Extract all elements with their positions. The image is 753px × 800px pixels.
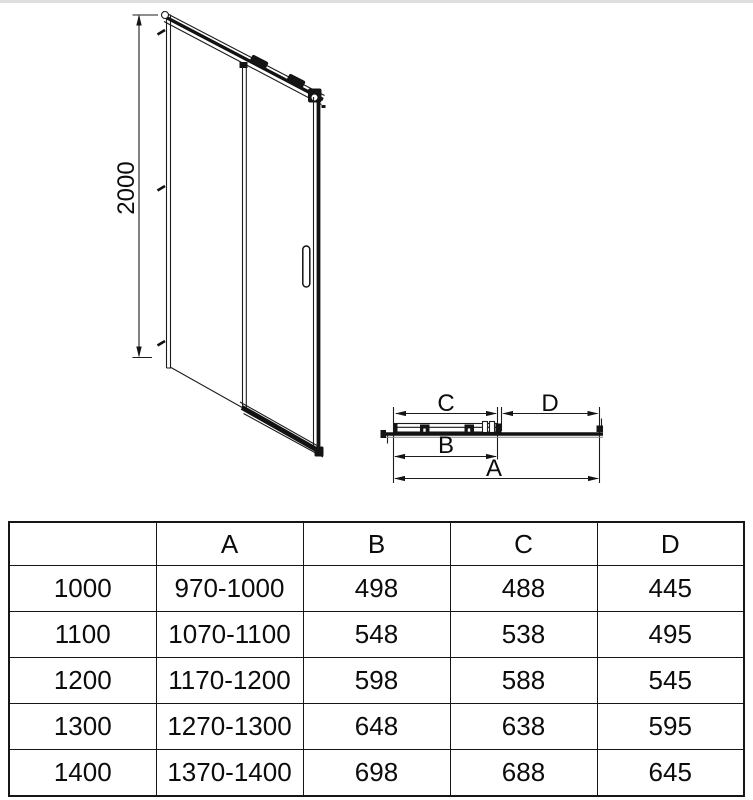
plan-roller-1-notch: [423, 429, 425, 432]
table-cell: 970-1000: [156, 566, 303, 612]
row-size-label: 1300: [9, 704, 156, 750]
dimension-b: [394, 432, 497, 459]
table-cell: 538: [450, 612, 597, 658]
dimension-a: [394, 455, 599, 482]
table-cell: 495: [597, 612, 744, 658]
panel-divider: [243, 64, 247, 408]
bottom-rail-outer-edge: [240, 402, 321, 448]
table-cell: 1070-1100: [156, 612, 303, 658]
plan-end-block: [496, 424, 502, 433]
dim-b-label: B: [437, 432, 455, 459]
bottom-rail-inner-edge: [244, 414, 324, 458]
plan-bracket-2: [490, 422, 495, 433]
rail-end-cap-left: [162, 12, 169, 19]
header-cell-c: C: [450, 522, 597, 566]
row-size-label: 1000: [9, 566, 156, 612]
dimension-d: [502, 390, 599, 417]
table-cell: 1370-1400: [156, 750, 303, 797]
arrow-right-icon: [588, 476, 599, 481]
header-cell-d: D: [597, 522, 744, 566]
fixed-glass-bottom-edge: [171, 368, 243, 409]
height-dimension-label: 2000: [113, 161, 140, 215]
divider-top-bracket: [240, 62, 248, 68]
table-cell: 698: [303, 750, 450, 797]
table-cell: 598: [303, 658, 450, 704]
table-cell: 1270-1300: [156, 704, 303, 750]
door-plan-assembly: [394, 422, 502, 433]
dim-a-label: A: [485, 455, 503, 482]
arrow-left-icon: [394, 476, 405, 481]
bottom-rail: [240, 402, 324, 457]
table-cell: 688: [450, 750, 597, 797]
door-handle: [303, 246, 310, 287]
arrow-left-icon: [395, 411, 406, 416]
track-end-bracket: [597, 426, 604, 433]
row-size-label: 1200: [9, 658, 156, 704]
table-cell: 545: [597, 658, 744, 704]
table-row: [9, 658, 744, 704]
plan-roller-2-notch: [468, 429, 470, 432]
bottom-rail-end-cap: [315, 447, 324, 457]
height-dimension: [113, 15, 158, 358]
dim-d-label: D: [541, 390, 559, 417]
table-cell: 488: [450, 566, 597, 612]
header-cell-b: B: [303, 522, 450, 566]
arrow-right-icon: [486, 411, 497, 416]
arrow-left-icon: [502, 411, 513, 416]
table-cell: 498: [303, 566, 450, 612]
table-cell: 588: [450, 658, 597, 704]
table-row: [9, 704, 744, 750]
arrow-left-icon: [394, 454, 405, 459]
row-size-label: 1400: [9, 750, 156, 797]
table-cell: 638: [450, 704, 597, 750]
dim-c-label: C: [437, 390, 455, 417]
header-cell-size: [9, 522, 156, 566]
table-header-row: [9, 522, 744, 566]
plan-bracket-1: [483, 422, 488, 433]
wall-profile-plan: [381, 430, 387, 438]
arrow-down-icon: [136, 347, 141, 358]
table-cell: 445: [597, 566, 744, 612]
header-cell-a: A: [156, 522, 303, 566]
arrow-up-icon: [136, 15, 141, 26]
row-size-label: 1100: [9, 612, 156, 658]
size-table: [8, 521, 745, 797]
table-row: [9, 612, 744, 658]
wall-mount-brackets: [158, 30, 166, 346]
table-row: [9, 566, 744, 612]
table-cell: 595: [597, 704, 744, 750]
wall-profile: [167, 12, 172, 368]
top-view: [381, 390, 604, 483]
profile-left-end-cap: [394, 423, 398, 433]
table-cell: 648: [303, 704, 450, 750]
front-view: [113, 12, 326, 458]
table-cell: 1170-1200: [156, 658, 303, 704]
dimension-c: [395, 390, 497, 417]
arrow-right-icon: [588, 411, 599, 416]
table-cell: 645: [597, 750, 744, 797]
bottom-rail-bar: [242, 408, 322, 453]
right-frame-bracket: [322, 105, 326, 108]
table-row: [9, 750, 744, 797]
table-cell: 548: [303, 612, 450, 658]
